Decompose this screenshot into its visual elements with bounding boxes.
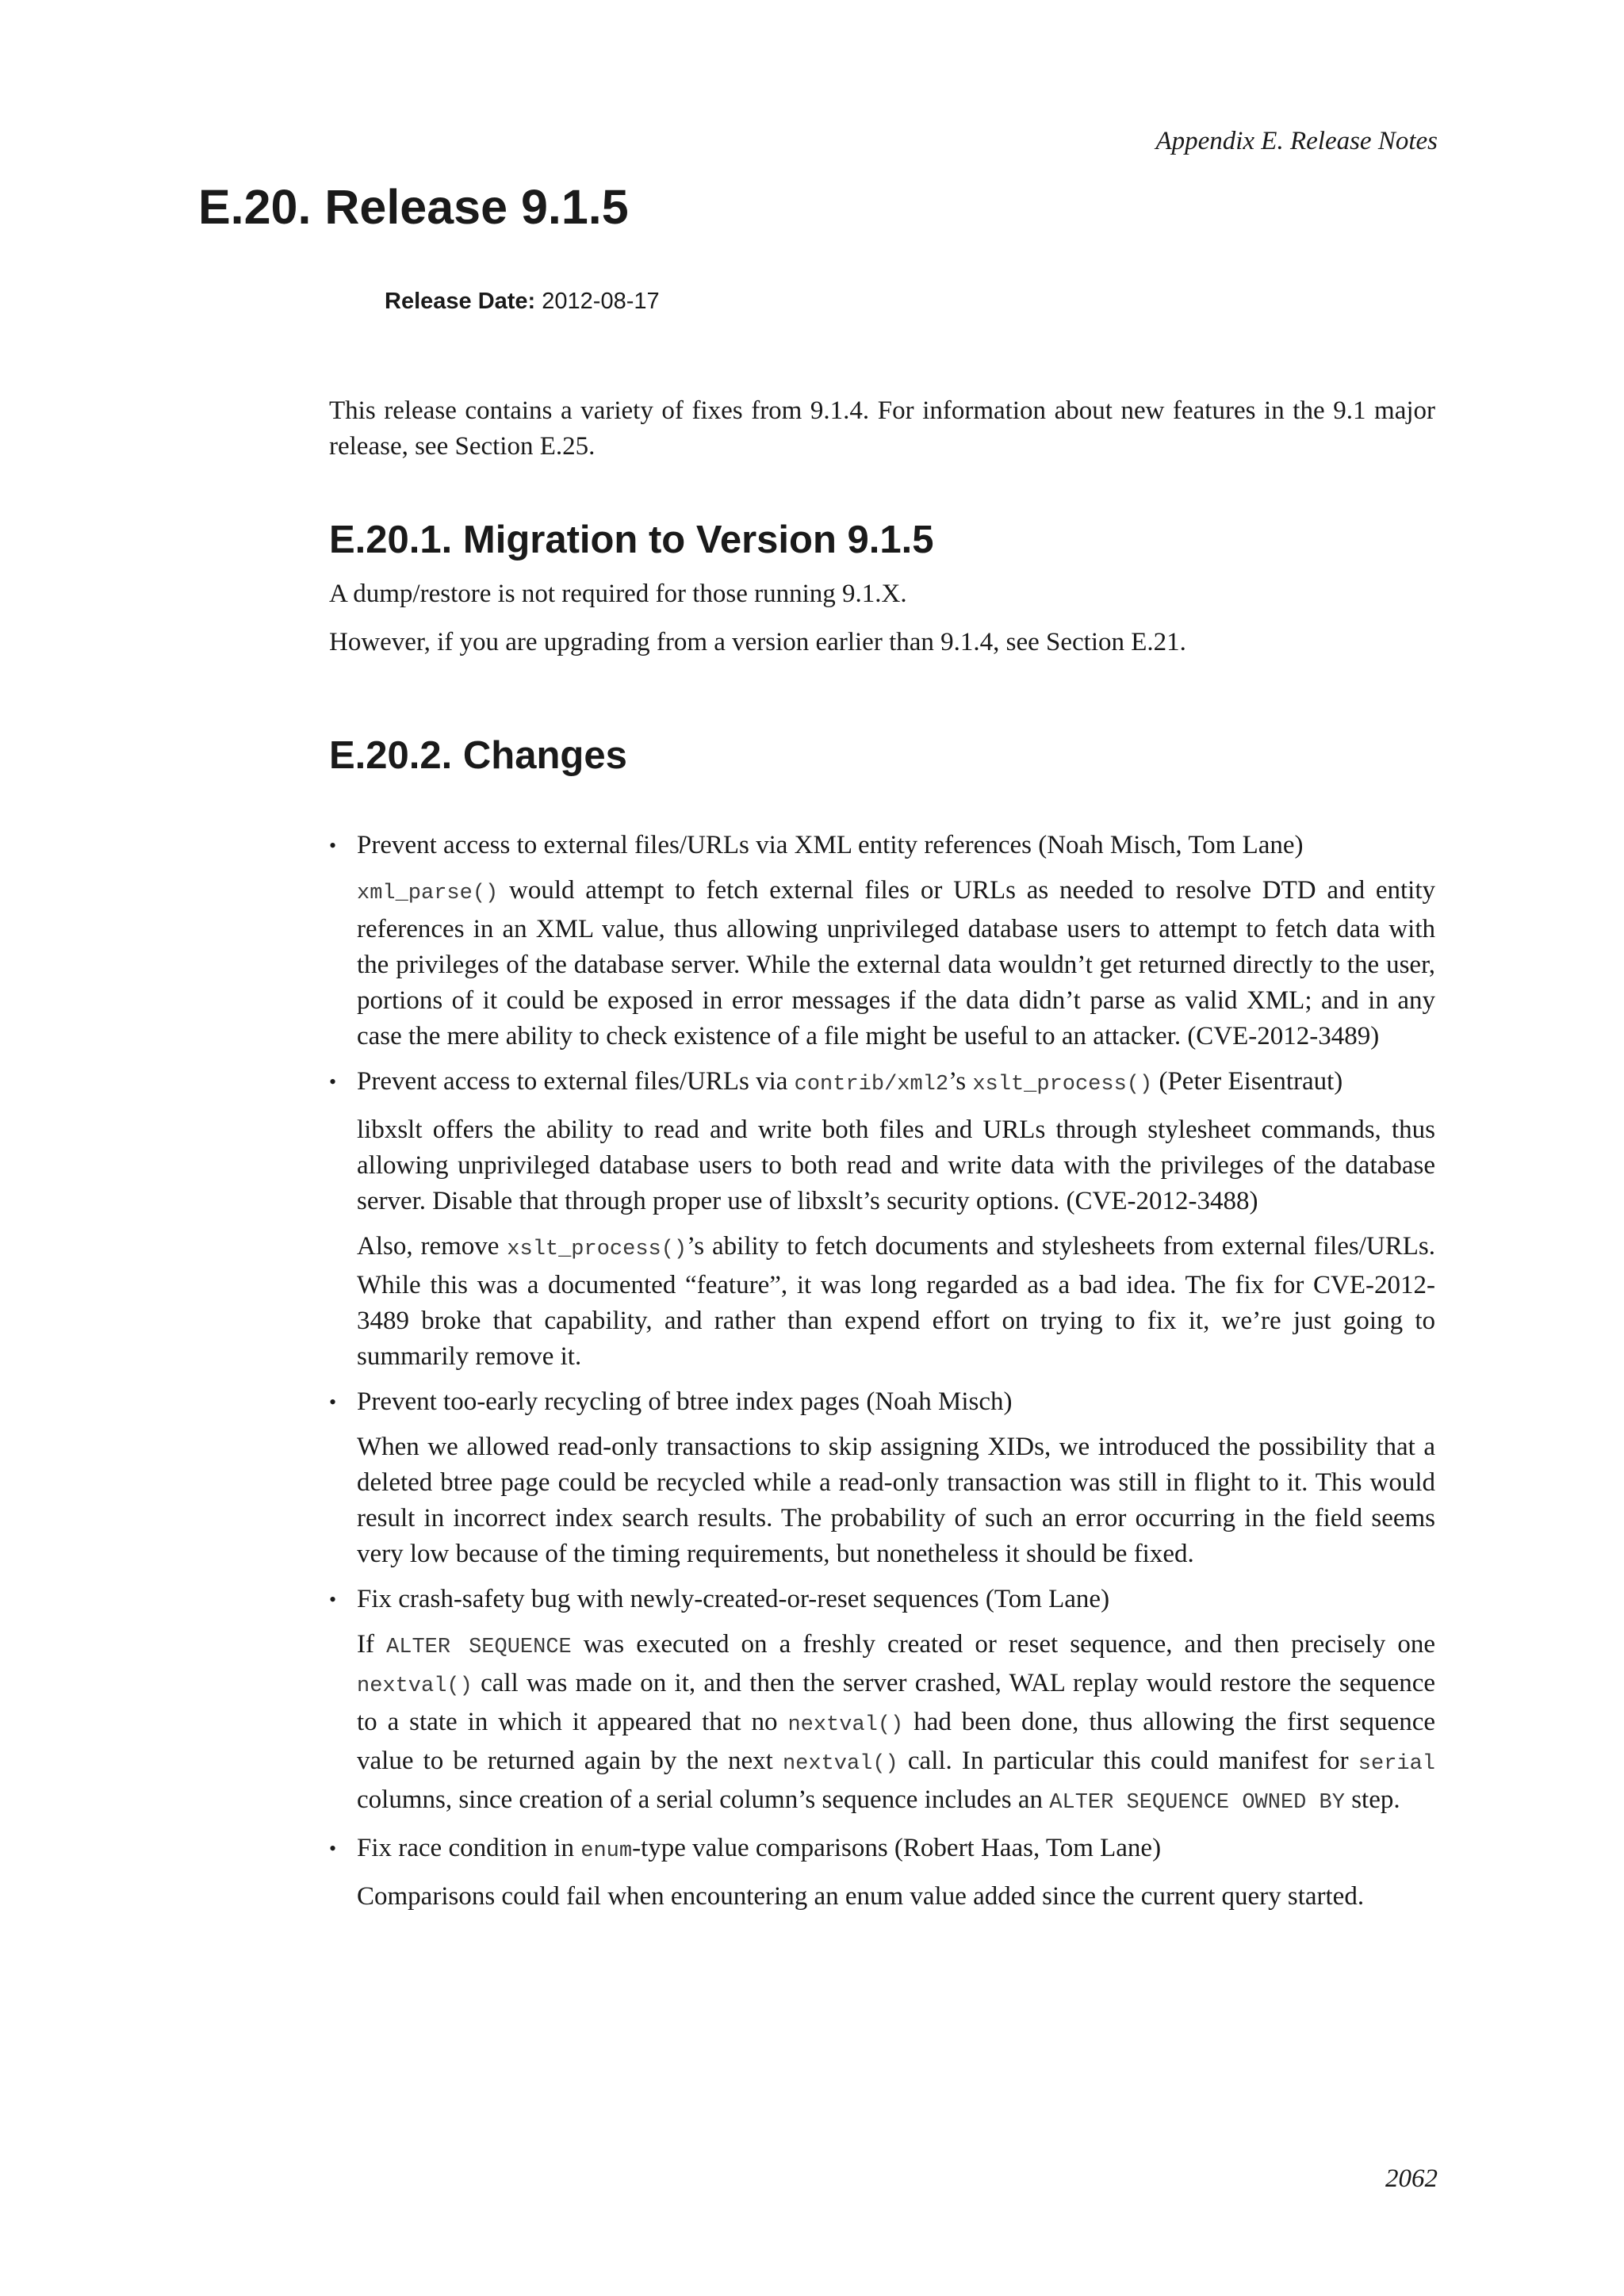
code-term: ALTER SEQUENCE OWNED BY [1049, 1790, 1345, 1815]
intro-paragraph: This release contains a variety of fixes from 9.1.4. For information about new features in the 9.1 major release, see Section E.25. [329, 396, 1435, 461]
code-term: enum [580, 1839, 633, 1863]
item-description: Also, remove xslt_process()’s ability to fetch documents and stylesheets from external files/URLs. While this was a documented “feature”, it was long regarded as a bad idea. The fix for CVE-2012-3489 broke that capability, and rather than expend effort on trying to fix it, we’re just going to summarily remove it. [357, 1231, 1435, 1371]
bullet-icon: • [329, 1836, 337, 1860]
code-term: serial [1358, 1751, 1436, 1776]
item-title: Prevent access to external files/URLs via XML entity references (Noah Misch, Tom Lane) [357, 830, 1304, 859]
list-item [329, 1831, 1435, 1915]
item-description: xml_parse() would attempt to fetch external files or URLs as needed to resolve DTD and entity references in an XML value, thus allowing unprivileged database users to attempt to fetch data with the privileges of the database server. While the external data wouldn’t get returned directly to the user, portions of it could be exposed in error messages if the data didn’t parse as valid XML; and in any case the mere ability to check existence of a file might be useful to an attacker. (CVE-2012-3489) [357, 875, 1435, 1050]
bullet-icon: • [329, 1587, 337, 1611]
page-number: 2062 [1385, 2164, 1438, 2193]
item-description: If ALTER SEQUENCE was executed on a freshly created or reset sequence, and then precisely one nextval() call was made on it, and then the server crashed, WAL replay would restore the sequence to a state in which it appeared that no nextval() had been done, thus allowing the first sequence value to be returned again by the next nextval() call. In particular this could manifest for serial columns, since creation of a serial column’s sequence includes an ALTER SEQUENCE OWNED BY step. [357, 1629, 1436, 1815]
running-header: Appendix E. Release Notes [1155, 127, 1438, 155]
item-description: Comparisons could fail when encountering an enum value added since the current query started. [357, 1881, 1365, 1911]
changes-heading: E.20.2. Changes [329, 734, 627, 778]
code-term: nextval() [357, 1674, 473, 1698]
list-item [329, 828, 1435, 1054]
migration-paragraph: A dump/restore is not required for those running 9.1.X. [329, 580, 907, 609]
code-term: nextval() [782, 1751, 898, 1776]
release-date-value: 2012-08-17 [542, 289, 660, 314]
release-date [385, 289, 660, 315]
item-title: Fix race condition in enum-type value comparisons (Robert Haas, Tom Lane) [357, 1833, 1162, 1863]
bullet-icon: • [329, 1070, 337, 1093]
section-title: E.20. Release 9.1.5 [198, 180, 629, 234]
list-item [329, 1064, 1435, 1375]
bullet-icon: • [329, 1390, 337, 1414]
code-term: xml_parse() [357, 881, 499, 905]
changes-list [329, 828, 1435, 1915]
list-item [329, 1582, 1435, 1821]
code-term: contrib/xml2 [794, 1072, 949, 1096]
bullet-icon: • [329, 833, 337, 857]
list-item [329, 1384, 1435, 1572]
item-description: libxslt offers the ability to read and write both files and URLs through stylesheet commands, thus allowing unprivileged database users to both read and write data with the privileges of the database server. Disable that through proper use of libxslt’s security options. (CVE-2012-3488) [357, 1115, 1435, 1215]
item-title: Prevent too-early recycling of btree index pages (Noah Misch) [357, 1387, 1013, 1416]
release-date-label: Release Date: [385, 289, 536, 314]
item-description: When we allowed read-only transactions to skip assigning XIDs, we introduced the possibility that a deleted btree page could be recycled while a read-only transaction was still in flight to it. This would result in incorrect index search results. The probability of such an error occurring in the field seems very low because of the timing requirements, but nonetheless it should be fixed. [357, 1432, 1435, 1568]
migration-paragraph: However, if you are upgrading from a version earlier than 9.1.4, see Section E.21. [329, 628, 1186, 657]
main-content [329, 393, 1435, 1924]
item-title: Prevent access to external files/URLs via contrib/xml2’s xslt_process() (Peter Eisentraut) [357, 1066, 1343, 1096]
code-term: xslt_process() [507, 1237, 688, 1261]
item-title: Fix crash-safety bug with newly-created-or-reset sequences (Tom Lane) [357, 1584, 1110, 1613]
code-term: xslt_process() [972, 1072, 1153, 1096]
code-term: nextval() [787, 1712, 904, 1737]
code-term: ALTER SEQUENCE [386, 1635, 572, 1659]
migration-heading: E.20.1. Migration to Version 9.1.5 [329, 519, 934, 561]
